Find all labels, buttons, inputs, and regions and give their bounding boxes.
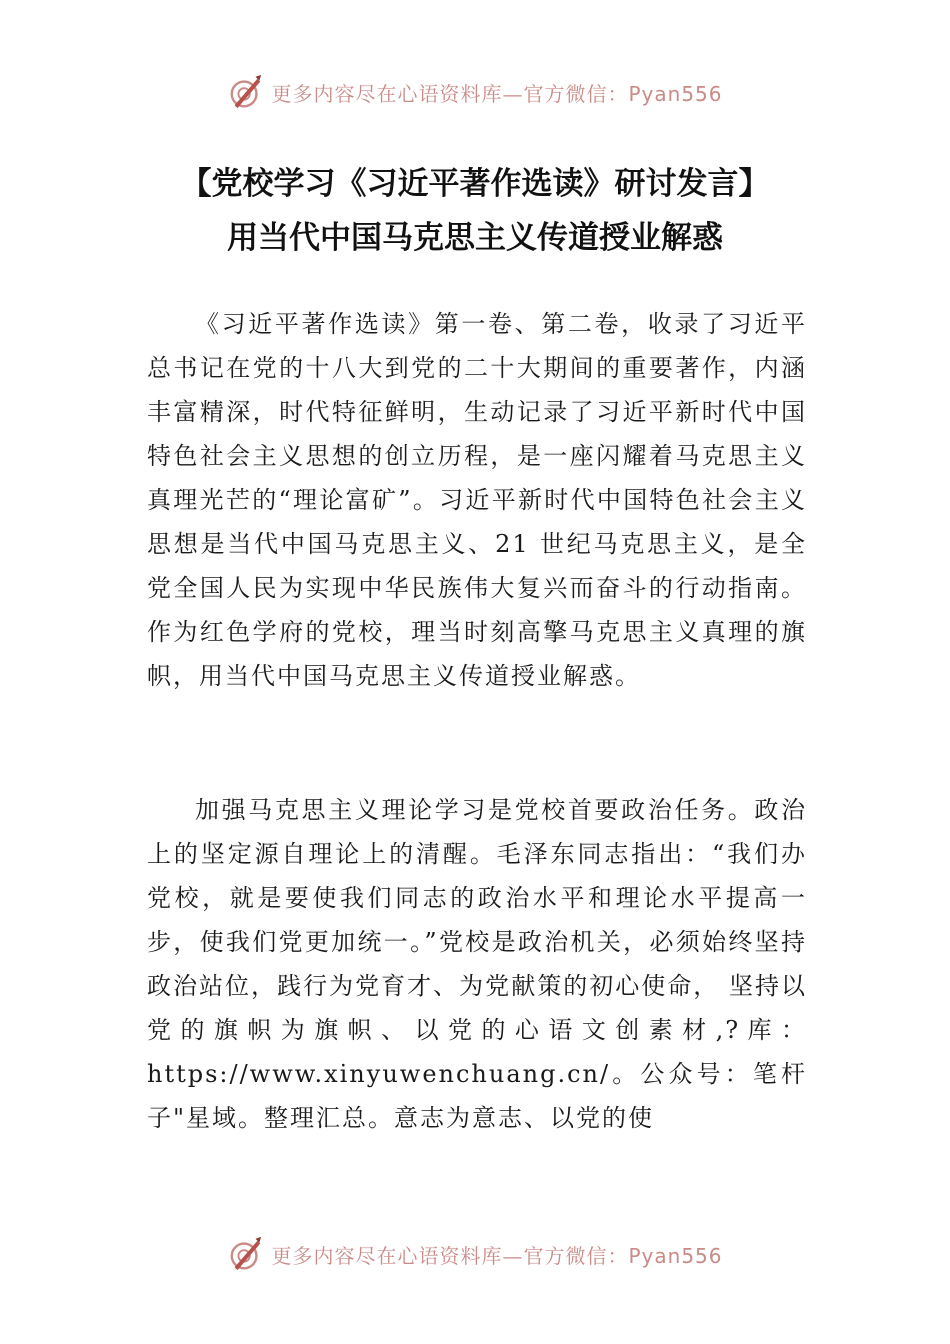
pen-logo-icon xyxy=(227,1235,265,1273)
watermark-text: 更多内容尽在心语资料库—官方微信：Pyan556 xyxy=(271,81,723,106)
watermark-text: 更多内容尽在心语资料库—官方微信：Pyan556 xyxy=(271,1243,723,1268)
header-watermark xyxy=(0,70,950,114)
pen-logo-icon xyxy=(227,73,265,111)
document-title-line-1: 【党校学习《习近平著作选读》研讨发言】 xyxy=(180,166,770,202)
paragraph-1 xyxy=(147,302,807,698)
document-title-line-2: 用当代中国马克思主义传道授业解惑 xyxy=(227,220,723,256)
paragraph-text: 加强马克思主义理论学习是党校首要政治任务。政治上的坚定源自理论上的清醒。毛泽东同志指出：“我们办党校，就是要使我们同志的政治水平和理论水平提高一步，使我们党更加统一。”党校是政治机关，必须始终坚持政治站位，践行为党育才、为党献策的初心使命， 坚持以党的旗帜为旗帜、以党的心语文创素材,?库：https://www.xinyuwenchuang.cn/。公众号：笔杆子"星域。整理汇总。意志为意志、以党的使 xyxy=(147,796,807,1132)
footer-watermark xyxy=(0,1232,950,1276)
paragraph-2 xyxy=(147,788,807,1140)
paragraph-text: 《习近平著作选读》第一卷、第二卷，收录了习近平总书记在党的十八大到党的二十大期间的重要著作，内涵丰富精深，时代特征鲜明，生动记录了习近平新时代中国特色社会主义思想的创立历程，是一座闪耀着马克思主义真理光芒的“理论富矿”。习近平新时代中国特色社会主义思想是当代中国马克思主义、21 世纪马克思主义，是全党全国人民为实现中华民族伟大复兴而奋斗的行动指南。作为红色学府的党校，理当时刻高擎马克思主义真理的旗帜，用当代中国马克思主义传道授业解惑。 xyxy=(147,310,807,690)
